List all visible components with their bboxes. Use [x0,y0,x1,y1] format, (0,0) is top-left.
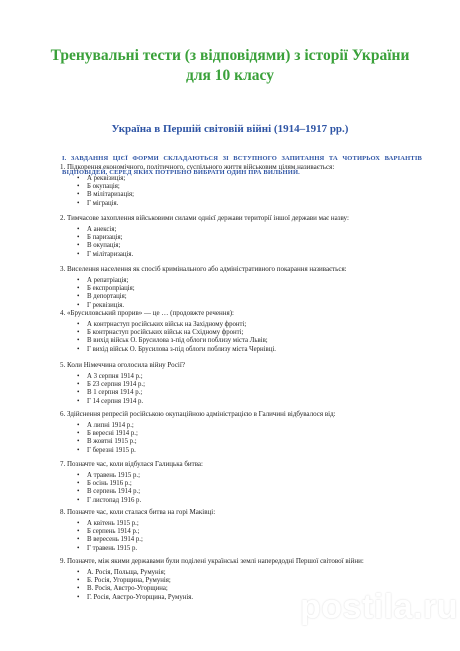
bullet-icon: • [77,576,80,585]
bullet-icon: • [77,344,80,353]
answer-option [77,544,137,553]
bullet-icon: • [77,249,80,258]
answer-option-label: А липні 1914 р.; [87,422,134,429]
answer-option [77,250,133,259]
bullet-icon: • [77,527,80,536]
answer-option-label: А контрнаступ російських військ на Західному фронті; [87,321,247,328]
bullet-icon: • [77,479,80,488]
answer-option-label: Г травень 1915 р. [87,544,138,552]
answer-option-label: А. Росія, Польща, Румунія; [87,569,166,576]
question-8: 8. Позначте час, коли сталася битва на горі Маківці: [60,508,216,516]
bullet-icon: • [77,241,80,250]
question-5: 5. Коли Німеччина оголосила війну Росії? [60,361,185,369]
answer-option-label: В серпень 1914 р.; [87,488,141,496]
answer-option-label: А анексія; [87,226,117,233]
answer-option-label: Б. Росія, Угорщина, Румунія; [87,577,171,585]
bullet-icon: • [77,437,80,446]
bullet-icon: • [77,487,80,496]
bullet-icon: • [77,276,80,284]
answer-option-label: А травень 1915 р.; [87,472,140,479]
answer-option-label: А репатріація; [87,277,129,284]
answer-option-label: А реквізиція; [87,175,126,182]
bullet-icon: • [77,284,80,293]
bullet-icon: • [77,300,80,309]
answer-option-label: В. Росія, Австро-Угорщина; [87,585,168,593]
answer-option [77,593,193,602]
bullet-icon: • [77,198,80,207]
answer-option-label: Г березні 1915 р. [87,446,136,454]
answer-option [77,199,118,208]
title-line-1: Тренувальні тести (з відповідями) з історії України [50,47,410,64]
bullet-icon: • [77,495,80,504]
bullet-icon: • [77,380,80,389]
answer-option-label: Б паризація; [87,234,123,242]
bullet-icon: • [77,568,80,576]
bullet-icon: • [77,396,80,405]
answer-option-label: Г реквізиція. [87,301,125,309]
bullet-icon: • [77,233,80,242]
answer-option-label: Б серпень 1914 р.; [87,528,140,536]
answer-option-label: В жовтні 1915 р.; [87,438,137,446]
bullet-icon: • [77,388,80,397]
answer-option-label: Г. Росія, Австро-Угорщина, Румунія. [87,593,194,601]
bullet-icon: • [77,543,80,552]
bullet-icon: • [77,174,80,182]
answer-option [77,345,276,354]
answer-option-label: В депортація; [87,293,127,301]
answer-option-label: В вересень 1914 р.; [87,536,143,544]
bullet-icon: • [77,592,80,601]
question-1: 1. Підкорення економічного, політичного, суспільного життя військовим цілям називається: [60,163,335,171]
question-9: 9. Позначте, між якими державами були поділені українські землі напередодні Першої світової війни: [60,557,364,565]
bullet-icon: • [77,336,80,345]
answer-option-label: Б осінь 1916 р.; [87,480,132,488]
bullet-icon: • [77,292,80,301]
bullet-icon: • [77,421,80,429]
answer-option-label: Б контрнаступ російських військ на Східному фронті; [87,329,244,337]
bullet-icon: • [77,328,80,337]
document-title [0,46,460,86]
answer-option-label: Г міграція. [87,199,119,207]
bullet-icon: • [77,320,80,328]
answer-option-label: Б вересні 1914 р.; [87,430,138,438]
answer-option-label: Б окупація; [87,183,120,191]
watermark-logo: postila.ru [300,588,459,626]
bullet-icon: • [77,445,80,454]
question-3: 3. Виселення населення як спосіб кримінального або адміністративного покарання називається: [60,265,347,273]
answer-option [77,496,141,505]
instruction-text: I. ЗАВДАННЯ ЦІЄЇ ФОРМИ СКЛАДАЮТЬСЯ ЗІ ВСТУПНОГО ЗАПИТАННЯ ТА ЧОТИРЬОХ ВАРІАНТІВ ВІДПОВІДЕЙ, СЕРЕД ЯКИХ ПОТРІБНО ВИБРАТИ ОДИН ПРА ВИЛЬНИЙ. [62,155,422,176]
question-6: 6. Здійснення репресій російською окупаційною адміністрацією в Галичині відбувалося від: [60,410,336,418]
answer-option [77,446,136,455]
answer-option-label: А квітень 1915 р.; [87,520,139,527]
bullet-icon: • [77,535,80,544]
answer-option-label: А 3 серпня 1914 р.; [87,373,143,380]
answer-option-label: Г 14 серпня 1914 р. [87,397,144,405]
bullet-icon: • [77,584,80,593]
answer-option-label: Г листопад 1916 р. [87,496,142,504]
answer-option-label: В 1 серпня 1914 р.; [87,389,143,397]
bullet-icon: • [77,429,80,438]
answer-option-label: Б експропріація; [87,285,135,293]
question-2: 2. Тимчасове захоплення військовими силами однієї держави території іншої держави має назву: [60,214,349,222]
bullet-icon: • [77,225,80,233]
answer-option-label: Б 23 серпня 1914 р.; [87,381,145,389]
answer-option-label: В окупація; [87,242,121,250]
bullet-icon: • [77,182,80,191]
question-4: 4. «Брусиловський прорив» — це … (продовжте речення): [60,309,234,317]
bullet-icon: • [77,190,80,199]
title-line-2: для 10 класу [186,67,274,84]
bullet-icon: • [77,471,80,479]
question-7: 7. Позначте час, коли відбулася Галицька битва: [60,460,203,468]
answer-option-label: В вихід військ О. Брусилова з-під облоги поблизу міста Львів; [87,337,268,345]
bullet-icon: • [77,372,80,380]
answer-option-label: В мілітаризація; [87,191,135,199]
answer-option-label: Г мілітаризація. [87,250,134,258]
answer-option-label: Г вихід військ О. Брусилова з-під облоги поблизу міста Чернівці. [87,345,276,353]
answer-option [77,397,143,406]
bullet-icon: • [77,519,80,527]
section-subtitle: Україна в Першій світовій війні (1914–1917 рр.) [111,123,349,135]
